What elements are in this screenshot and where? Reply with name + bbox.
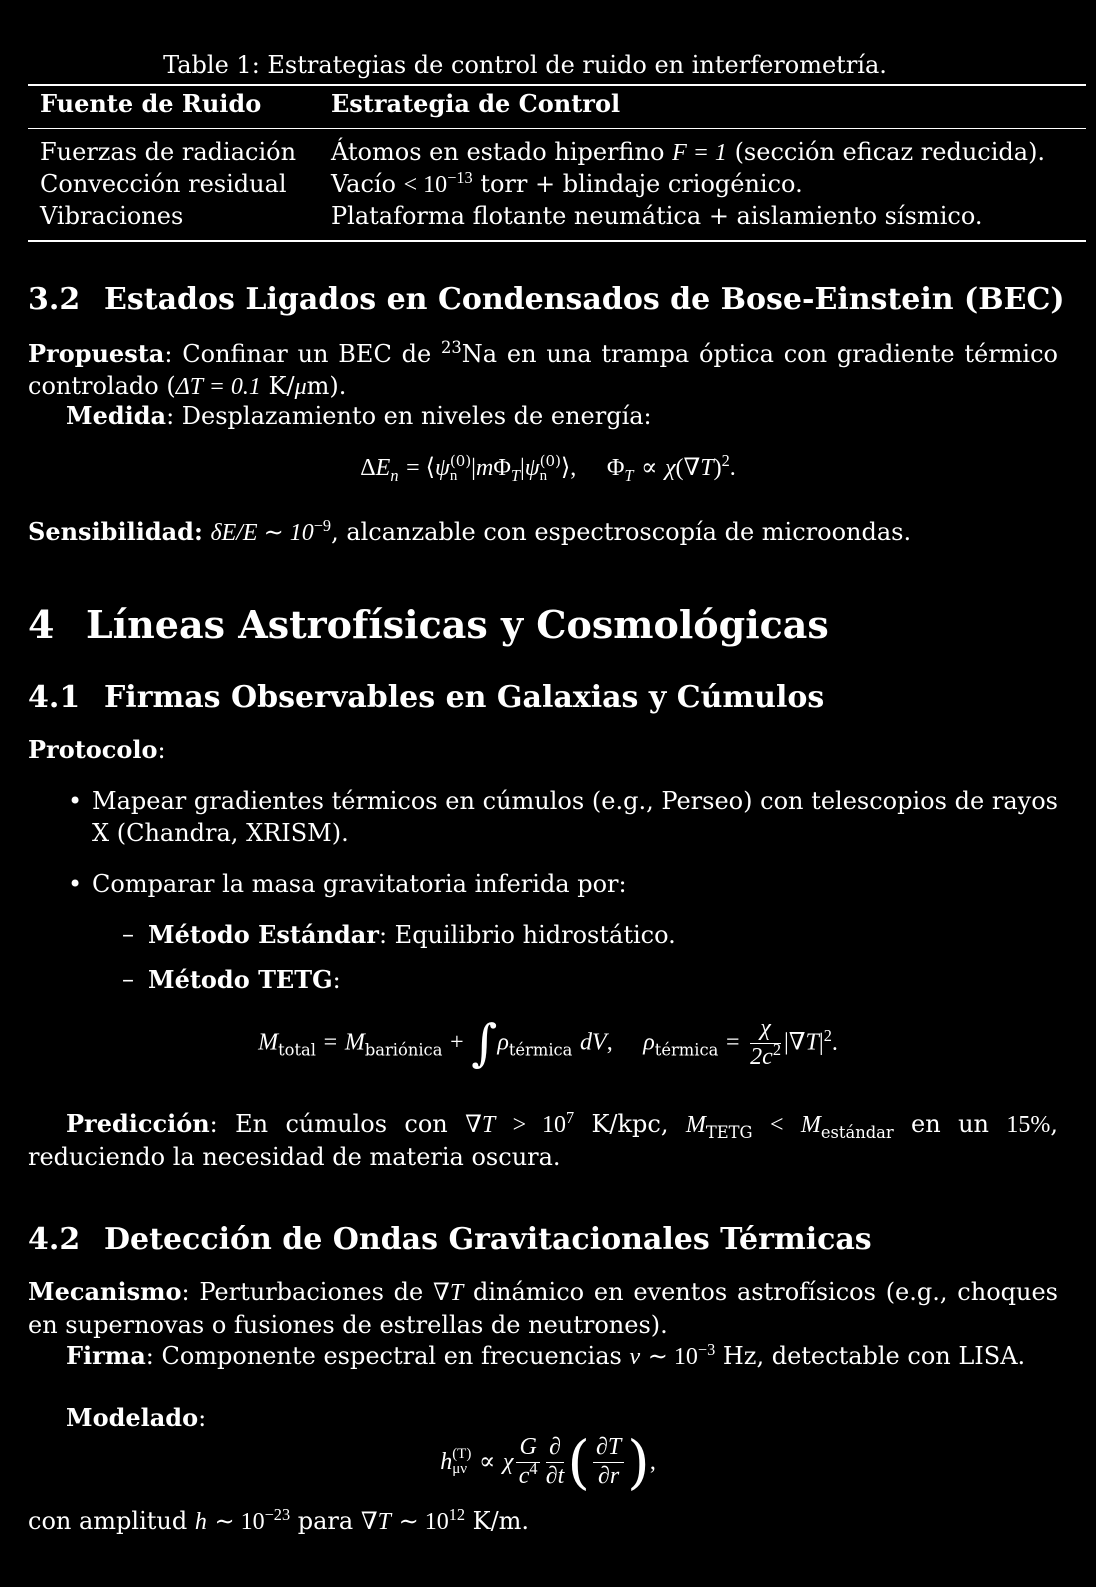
sensibilidad-paragraph: Sensibilidad: δE/E ∼ $10^{-9}$, alcanzable con espectroscopía de microondas.: [28, 516, 912, 546]
list-item: • Comparar la masa gravitatoria inferida por: – Método Estándar: Equilibrio hidrostático. – Método TETG:: [28, 869, 1058, 996]
section-4-1-heading: 4.1 Firmas Observables en Galaxias y Cúmulos: [28, 680, 825, 715]
table-row: [28, 169, 1086, 201]
mecanismo-paragraph: Mecanismo: Perturbaciones de ∇T dinámico en eventos astrofísicos (e.g., choques en supernovas o fusiones de estrellas de neutrones).: [28, 1277, 1058, 1339]
sublist-item: – Método Estándar: Equilibrio hidrostático.: [92, 919, 1058, 952]
noise-control-table: [28, 84, 1086, 242]
sublist-item: – Método TETG:: [92, 964, 1058, 997]
table-row: [28, 128, 1086, 169]
method-sublist: [92, 919, 1058, 996]
amplitud-paragraph: con amplitud h ∼ $10^{-23}$ para ∇T ∼ $10^{12}$ K/m.: [28, 1505, 530, 1535]
total-mass-equation: $M_{total} = M_{bariónica} + \int\rho_{térmica}$ dV, $\rho_{térmica}$ = $\frac{\chi}{2c^2}$ $|\nabla T|^2$.: [258, 1014, 838, 1072]
protocolo-label: Protocolo:: [28, 735, 166, 764]
table-header-source: Fuente de Ruido: [28, 85, 319, 128]
table-header-row: [28, 85, 1086, 128]
section-4-2-heading: 4.2 Detección de Ondas Gravitacionales Térmicas: [28, 1222, 872, 1257]
modelado-label: Modelado:: [66, 1403, 207, 1432]
wave-equation: h (T) μν ∝ χ $\frac{G}{c^4}$ $\frac{\partial}{\partial t}$ ( $\frac{\partial T}{\partial r}$ ),: [440, 1428, 656, 1496]
medida-paragraph: Medida: Desplazamiento en niveles de energía:: [66, 401, 652, 430]
table-caption: Table 1: Estrategias de control de ruido en interferometría.: [163, 51, 887, 79]
list-item: • Mapear gradientes térmicos en cúmulos (e.g., Perseo) con telescopios de rayos X (Chandra, XRISM).: [28, 786, 1058, 849]
energy-shift-equation: $\Delta E_n$ = ⟨ψ (0) n $|m\Phi_T|\psi$ (0) n ⟩, $\Phi_T \propto \chi(\nabla T)^2$.: [360, 451, 736, 485]
section-4-heading: 4 Líneas Astrofísicas y Cosmológicas: [28, 602, 829, 647]
propuesta-paragraph: Propuesta: Confinar un BEC de $^{23}$Na en una trampa óptica con gradiente térmico controlado (ΔT = 0.1 K/μm).: [28, 338, 1058, 400]
table-cell-source: Fuerzas de radiación: [40, 138, 297, 167]
section-3-2-heading: 3.2 Estados Ligados en Condensados de Bose-Einstein (BEC): [28, 282, 1065, 317]
table-cell-strategy: Vacío < $10^{-13}$ torr + blindaje criogénico.: [331, 167, 803, 198]
table-header-strategy: Estrategia de Control: [319, 85, 1086, 128]
table-cell-source: Vibraciones: [28, 201, 319, 241]
table-cell-source: Convección residual: [40, 170, 287, 199]
protocol-list: [28, 786, 1058, 1008]
prediccion-paragraph: Predicción: En cúmulos con $\nabla T > 10^7$ K/kpc, $M_{TETG} < M_{estándar}$ en un 15%, reduciendo la necesidad de materia oscura.: [28, 1108, 1059, 1171]
firma-paragraph: Firma: Componente espectral en frecuencias ν ∼ $10^{-3}$ Hz, detectable con LISA.: [66, 1340, 1026, 1370]
table-row: [28, 201, 1086, 241]
table-cell-strategy: Átomos en estado hiperfino F = 1 (sección eficaz reducida).: [331, 137, 1046, 166]
table-cell-strategy: Plataforma flotante neumática + aislamiento sísmico.: [319, 201, 1086, 241]
